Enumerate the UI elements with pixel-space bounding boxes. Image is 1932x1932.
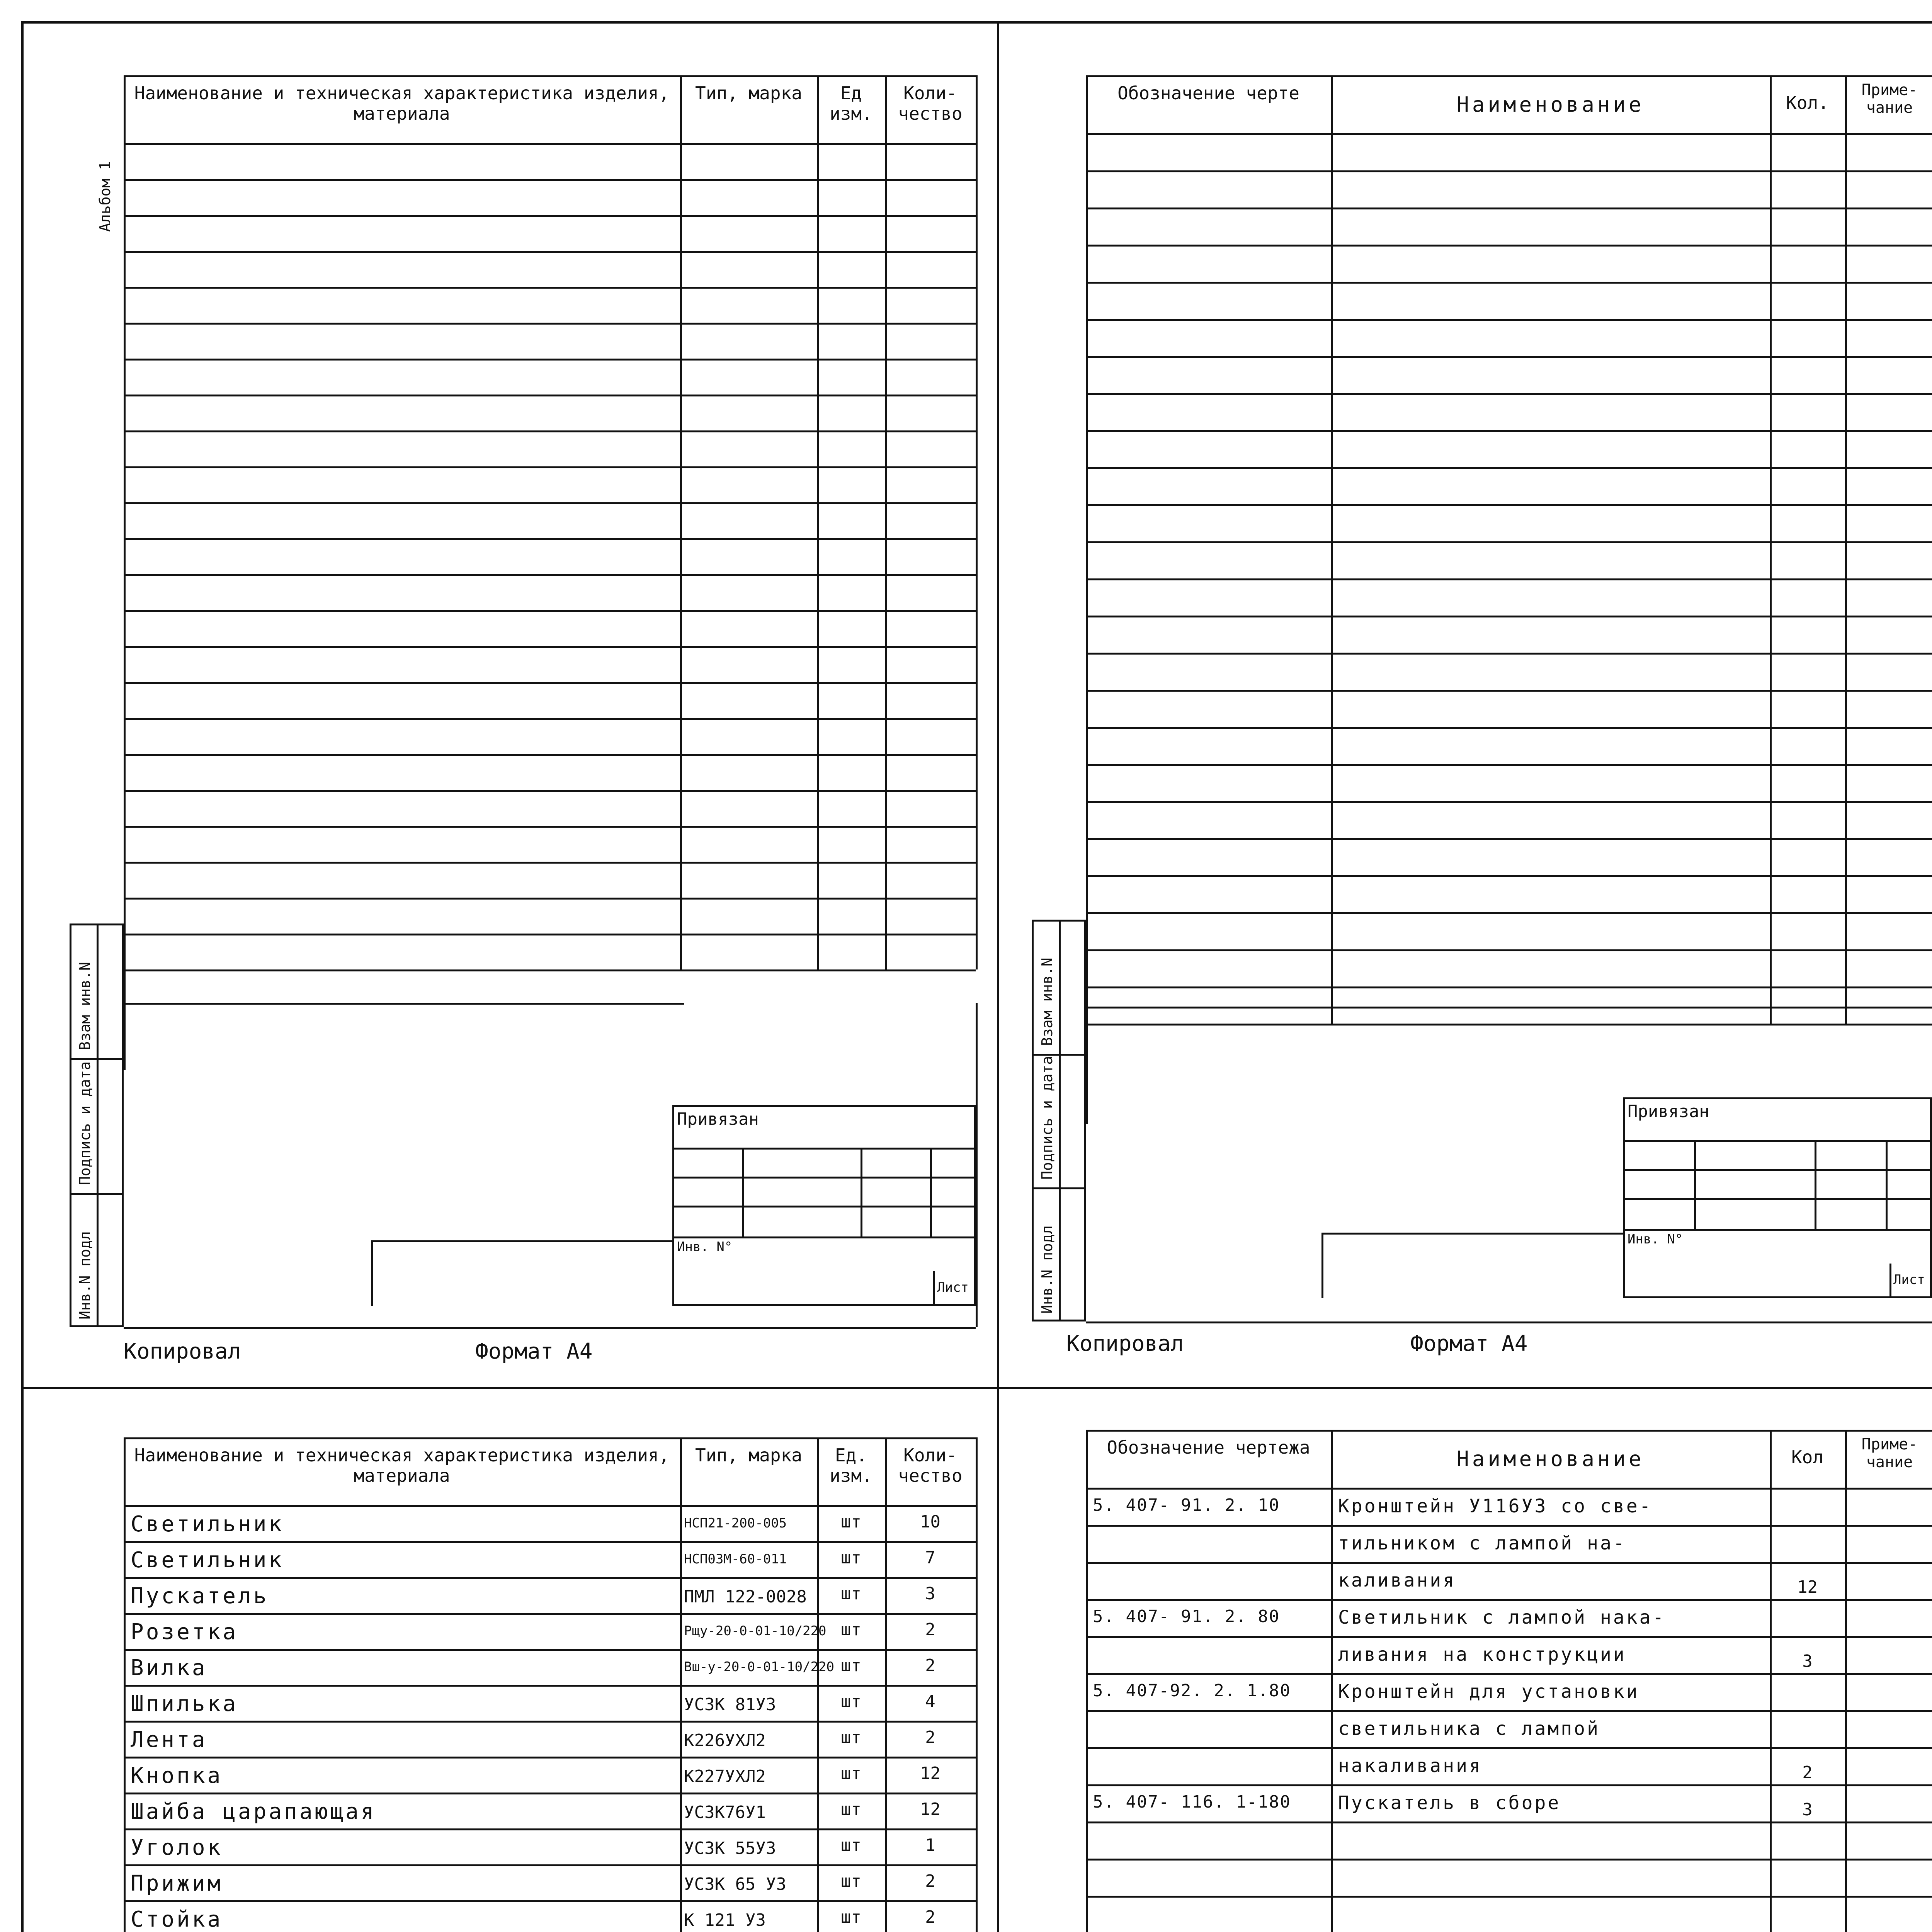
table-row-rule xyxy=(1086,690,1932,692)
stamp-col xyxy=(371,1240,373,1306)
center-horizontal-divider xyxy=(21,1387,1932,1389)
material-unit: шт xyxy=(841,1871,861,1891)
table-row-rule xyxy=(124,430,976,432)
material-qty: 7 xyxy=(925,1548,935,1568)
side-stamp-rule xyxy=(1032,1054,1086,1056)
table-row-rule xyxy=(124,1757,976,1759)
table-row-rule xyxy=(124,969,976,971)
table-row-rule xyxy=(124,1613,976,1615)
privyazan-label: Привязан xyxy=(1628,1102,1709,1121)
table-top-border xyxy=(1086,1430,1932,1432)
header-type: Тип, марка xyxy=(695,1445,802,1466)
designation-qty: 12 xyxy=(1797,1577,1818,1597)
table-row-rule xyxy=(1086,319,1932,321)
table-row-rule xyxy=(1086,393,1932,395)
table-left-border xyxy=(1086,75,1088,1124)
table-row-rule xyxy=(124,466,976,468)
designation-qty: 3 xyxy=(1802,1651,1813,1671)
table-row-rule xyxy=(124,934,976,935)
header-designation: Обозначение черте xyxy=(1117,83,1299,104)
table-column-line xyxy=(1845,1430,1847,1932)
stamp-label-vzam-inv: Взам инв.N xyxy=(1039,957,1056,1046)
table-row-rule xyxy=(1086,875,1932,877)
stamp-label-vzam-inv: Взам инв.N xyxy=(77,962,94,1051)
table-row-rule xyxy=(1086,541,1932,543)
table-row-rule xyxy=(1086,949,1932,951)
table-row-rule xyxy=(124,538,976,540)
table-row-rule xyxy=(124,359,976,361)
table-left-border xyxy=(124,75,126,1070)
stamp-label-inv-podl: Инв.N подл xyxy=(1039,1225,1056,1314)
designation-name: Пускатель в сборе xyxy=(1338,1792,1561,1814)
material-qty: 2 xyxy=(925,1656,935,1675)
table-row-rule xyxy=(124,502,976,504)
designation-qty: 2 xyxy=(1802,1763,1813,1782)
table-row-rule xyxy=(124,1685,976,1687)
table-right-border xyxy=(976,1003,978,1327)
stamp-rule xyxy=(672,1236,976,1238)
table-header-rule xyxy=(124,143,976,145)
stamp-col xyxy=(1321,1233,1323,1298)
table-row-rule xyxy=(124,323,976,325)
stamp-col xyxy=(1889,1264,1891,1298)
table-row-rule xyxy=(124,646,976,648)
table-row-rule xyxy=(1086,504,1932,506)
material-type: К227УХЛ2 xyxy=(684,1767,766,1786)
table-row-rule xyxy=(124,1864,976,1866)
table-row-rule xyxy=(1086,1821,1932,1823)
material-unit: шт xyxy=(841,1584,861,1604)
table-column-line xyxy=(1331,1430,1333,1932)
table-right-border xyxy=(976,1437,978,1932)
material-qty: 3 xyxy=(925,1584,935,1604)
table-row-rule xyxy=(1086,356,1932,358)
inv-no-label: Инв. N° xyxy=(1628,1231,1683,1247)
material-name: Стойка xyxy=(131,1907,223,1932)
stamp-col xyxy=(861,1148,862,1236)
table-row-rule xyxy=(124,1721,976,1723)
material-type: УС3К76У1 xyxy=(684,1803,766,1822)
material-name: Уголок xyxy=(131,1835,223,1860)
side-stamp-divider xyxy=(97,923,99,1327)
material-name: Шайба царапающая xyxy=(131,1799,376,1824)
side-stamp-divider xyxy=(1059,920,1061,1321)
table-top-border xyxy=(124,1437,976,1439)
material-type: К 121 У3 xyxy=(684,1910,766,1930)
kopiroval-label: Копировал xyxy=(1066,1331,1184,1356)
header-name: Наименование xyxy=(1456,1447,1645,1471)
table-row-rule xyxy=(1086,1024,1932,1026)
stamp-label-podpis-data: Подпись и дата xyxy=(77,1061,94,1185)
material-type: К226УХЛ2 xyxy=(684,1731,766,1750)
designation-name: ливания на конструкции xyxy=(1338,1644,1626,1665)
material-unit: шт xyxy=(841,1728,861,1747)
table-row-rule xyxy=(124,395,976,396)
table-row-rule xyxy=(1086,430,1932,432)
material-type: НСП21-200-005 xyxy=(684,1515,787,1531)
album-label: Альбом 1 xyxy=(97,161,114,232)
side-stamp-rule xyxy=(70,1058,124,1060)
table-row-rule xyxy=(124,790,976,792)
table-row-rule xyxy=(124,1649,976,1651)
table-row-rule xyxy=(1086,1747,1932,1749)
table-header-rule xyxy=(124,1505,976,1507)
side-stamp-rule xyxy=(1032,1187,1086,1189)
designation-code: 5. 407- 91. 2. 10 xyxy=(1093,1495,1280,1515)
table-row-rule xyxy=(124,215,976,217)
table-column-line xyxy=(885,75,887,969)
material-type: УС3К 65 У3 xyxy=(684,1874,786,1894)
table-row-rule xyxy=(1086,207,1932,209)
material-name: Прижим xyxy=(131,1871,223,1896)
table-top-border xyxy=(124,75,976,77)
table-row-rule xyxy=(124,1828,976,1830)
header-name: Наименование и техническая характеристика изделия, материала xyxy=(134,1445,670,1486)
table-row-rule xyxy=(1086,986,1932,988)
table-column-line xyxy=(1845,75,1847,1024)
designation-code: 5. 407- 116. 1-180 xyxy=(1093,1792,1291,1812)
list-label: Лист xyxy=(1893,1272,1925,1287)
material-qty: 4 xyxy=(925,1692,935,1711)
center-vertical-divider xyxy=(997,21,999,1932)
table-column-line xyxy=(1770,75,1772,1024)
header-unit: Ед изм. xyxy=(830,83,872,124)
stamp-col xyxy=(1886,1140,1888,1229)
material-name: Светильник xyxy=(131,1548,284,1573)
designation-name: каливания xyxy=(1338,1570,1456,1591)
material-unit: шт xyxy=(841,1907,861,1927)
table-row-rule xyxy=(124,718,976,720)
table-column-line xyxy=(680,75,682,969)
stamp-col xyxy=(742,1148,744,1236)
material-name: Вилка xyxy=(131,1655,207,1680)
table-row-rule xyxy=(124,251,976,253)
material-name: Кнопка xyxy=(131,1763,223,1788)
designation-name: Кронштейн для установки xyxy=(1338,1681,1639,1702)
material-unit: шт xyxy=(841,1764,861,1783)
material-type: НСП03М-60-011 xyxy=(684,1551,787,1567)
table-column-line xyxy=(1770,1430,1772,1932)
material-type: УС3К 55У3 xyxy=(684,1838,776,1858)
table-header-rule xyxy=(1086,133,1932,135)
table-row-rule xyxy=(1086,282,1932,284)
table-row-rule xyxy=(124,682,976,684)
table-row-rule xyxy=(124,898,976,900)
kopiroval-label: Копировал xyxy=(124,1339,241,1364)
header-qty: Коли-чество xyxy=(898,1445,963,1486)
material-qty: 2 xyxy=(925,1907,935,1927)
table-row-rule xyxy=(124,862,976,864)
table-row-rule xyxy=(1086,1859,1932,1861)
material-name: Розетка xyxy=(131,1619,238,1645)
table-row-rule xyxy=(1086,1896,1932,1898)
material-qty: 1 xyxy=(925,1835,935,1855)
table-row-rule xyxy=(1086,801,1932,803)
table-right-border xyxy=(976,75,978,969)
sheet-bottom-border xyxy=(1086,1321,1932,1323)
header-note: Приме-чание xyxy=(1861,1435,1918,1471)
stamp-label-podpis-data: Подпись и дата xyxy=(1039,1056,1056,1180)
material-qty: 2 xyxy=(925,1620,935,1639)
table-row-rule xyxy=(1086,578,1932,580)
stamp-rule xyxy=(1321,1233,1623,1235)
table-row-rule xyxy=(124,179,976,181)
designation-qty: 3 xyxy=(1802,1800,1813,1820)
table-row-rule xyxy=(1086,1673,1932,1675)
material-qty: 12 xyxy=(920,1764,940,1783)
table-row-rule xyxy=(1086,467,1932,469)
table-row-rule xyxy=(1086,616,1932,617)
header-name: Наименование xyxy=(1456,92,1645,117)
table-row-rule xyxy=(124,826,976,828)
table-row-rule xyxy=(124,1900,976,1902)
header-qty: Кол xyxy=(1791,1447,1824,1468)
header-unit: Ед. изм. xyxy=(830,1445,872,1486)
table-column-line xyxy=(817,75,819,969)
material-type: Рщу-20-0-01-10/220 xyxy=(684,1623,827,1639)
table-row-rule xyxy=(1086,1562,1932,1564)
sheet-bottom-border xyxy=(124,1327,976,1329)
header-name: Наименование и техническая характеристика изделия, материала xyxy=(134,83,670,124)
privyazan-label: Привязан xyxy=(677,1109,759,1129)
table-row-rule xyxy=(124,754,976,756)
inv-no-label: Инв. N° xyxy=(677,1239,733,1255)
table-row-rule xyxy=(1086,170,1932,172)
table-row-rule xyxy=(124,1577,976,1579)
stamp-rule xyxy=(1623,1229,1932,1231)
header-note: Приме-чание xyxy=(1861,81,1918,117)
header-qty: Коли-чество xyxy=(898,83,963,124)
side-stamp-rule xyxy=(70,1193,124,1195)
table-row-rule xyxy=(1086,1599,1932,1601)
material-unit: шт xyxy=(841,1656,861,1675)
stamp-rule xyxy=(371,1240,672,1242)
material-qty: 2 xyxy=(925,1728,935,1747)
header-type: Тип, марка xyxy=(695,83,802,104)
stamp-col xyxy=(930,1148,932,1236)
table-row-rule xyxy=(1086,1710,1932,1712)
table-header-rule xyxy=(1086,1488,1932,1490)
stamp-label-inv-podl: Инв.N подл xyxy=(77,1231,94,1320)
material-name: Пускатель xyxy=(131,1583,269,1609)
blank-area-rule xyxy=(1086,1007,1932,1009)
material-qty: 12 xyxy=(920,1799,940,1819)
material-unit: шт xyxy=(841,1620,861,1639)
table-top-border xyxy=(1086,75,1932,77)
table-row-rule xyxy=(124,287,976,289)
table-left-border xyxy=(1086,1430,1088,1932)
material-unit: шт xyxy=(841,1548,861,1568)
stamp-col xyxy=(933,1271,935,1306)
designation-name: Кронштейн У116У3 со све- xyxy=(1338,1495,1653,1517)
table-row-rule xyxy=(124,1541,976,1543)
material-unit: шт xyxy=(841,1692,861,1711)
table-row-rule xyxy=(1086,912,1932,914)
header-qty: Кол. xyxy=(1786,92,1829,113)
table-row-rule xyxy=(1086,764,1932,766)
table-row-rule xyxy=(1086,1525,1932,1527)
designation-code: 5. 407-92. 2. 1.80 xyxy=(1093,1681,1291,1701)
table-row-rule xyxy=(124,1793,976,1794)
designation-name: накаливания xyxy=(1338,1755,1482,1777)
designation-code: 5. 407- 91. 2. 80 xyxy=(1093,1607,1280,1626)
header-designation: Обозначение чертежа xyxy=(1107,1437,1310,1458)
format-label: Формат А4 xyxy=(1410,1331,1528,1356)
stamp-col xyxy=(1694,1140,1696,1229)
material-name: Лента xyxy=(131,1727,207,1752)
material-type: ПМЛ 122-0028 xyxy=(684,1587,807,1607)
material-name: Шпилька xyxy=(131,1691,238,1716)
material-type: Вш-у-20-0-01-10/220 xyxy=(684,1659,834,1675)
table-row-rule xyxy=(1086,838,1932,840)
table-row-rule xyxy=(124,574,976,576)
material-unit: шт xyxy=(841,1799,861,1819)
table-row-rule xyxy=(1086,653,1932,655)
table-row-rule xyxy=(124,610,976,612)
list-label: Лист xyxy=(937,1280,969,1295)
material-type: УС3К 81У3 xyxy=(684,1695,776,1714)
blank-area-rule xyxy=(124,1003,684,1005)
material-name: Светильник xyxy=(131,1512,284,1537)
format-label: Формат А4 xyxy=(475,1339,593,1364)
designation-name: Светильник с лампой нака- xyxy=(1338,1607,1666,1628)
designation-name: тильником с лампой на- xyxy=(1338,1532,1626,1554)
table-row-rule xyxy=(1086,1636,1932,1638)
material-unit: шт xyxy=(841,1835,861,1855)
stamp-col xyxy=(1815,1140,1816,1229)
material-qty: 10 xyxy=(920,1512,940,1532)
table-row-rule xyxy=(1086,1784,1932,1786)
material-unit: шт xyxy=(841,1512,861,1532)
table-row-rule xyxy=(1086,727,1932,729)
table-column-line xyxy=(1331,75,1333,1024)
material-qty: 2 xyxy=(925,1871,935,1891)
designation-name: светильника с лампой xyxy=(1338,1718,1600,1740)
table-row-rule xyxy=(1086,245,1932,247)
